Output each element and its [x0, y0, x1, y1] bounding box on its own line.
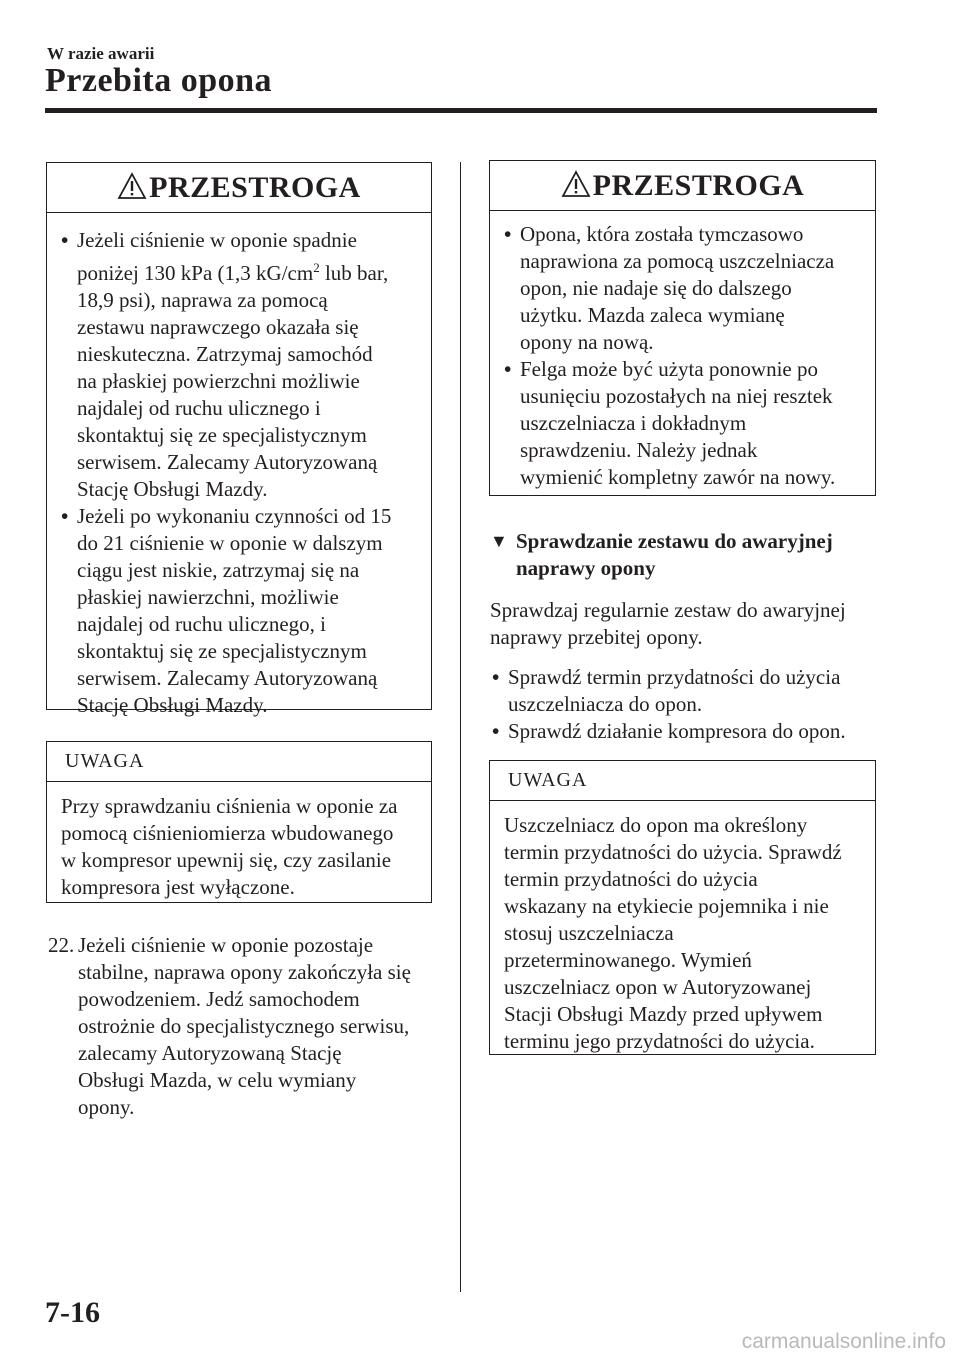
bullet-icon: • [61, 504, 69, 528]
warning-triangle-icon [561, 170, 591, 198]
caution-item [61, 227, 417, 503]
bullet-icon: • [492, 719, 500, 743]
note-header [47, 742, 431, 782]
bullet-icon: • [504, 222, 512, 246]
caution-body [47, 213, 431, 729]
bullet-icon: • [504, 357, 512, 381]
page-title: Przebita opona [45, 62, 273, 99]
bullet-icon: • [61, 228, 69, 252]
caution-body [490, 211, 875, 501]
caution-item [504, 356, 861, 491]
step-22 [48, 932, 448, 1121]
body-paragraph: Sprawdzaj regularnie zestaw do awaryjnej naprawy przebitej opony. [490, 598, 846, 649]
list-item-text: Sprawdź termin przydatności do użycia uszczelniacza do opon. [508, 665, 841, 716]
subheading [490, 528, 875, 582]
note-header [490, 761, 875, 801]
caution-item-text: Opona, która została tymczasowo naprawiona za pomocą uszczelniacza opon, nie nadaje się do dalszego użytku. Mazda zaleca wymianę opony na nową. [520, 222, 835, 354]
caution-item-text: Jeżeli ciśnienie w oponie spadnie poniżej 130 kPa (1,3 $kG/cm^2$ lub bar, 18,9 psi), naprawa za pomocą zestawu naprawczego okazała się nieskuteczna. Zatrzymaj samochód na płaskiej powierzchni możliwie najdalej od ruchu ulicznego i skontaktuj się ze specjalistycznym serwisem. Zalecamy Autoryzowaną Stację Obsługi Mazdy. [77, 228, 389, 501]
triangle-down-icon: ▼ [490, 531, 508, 551]
caution-title: PRZESTROGA [149, 170, 361, 204]
column-divider [460, 162, 461, 1292]
title-rule [45, 108, 877, 113]
caution-item [504, 221, 861, 356]
note-box-right [489, 760, 876, 1055]
subheading-text: Sprawdzanie zestawu do awaryjnej naprawy opony [516, 529, 833, 580]
caution-title: PRZESTROGA [592, 168, 805, 202]
warning-triangle-icon [117, 172, 147, 200]
caution-header [47, 163, 431, 213]
note-text: Przy sprawdzaniu ciśnienia w oponie za pomocą ciśnieniomierza wbudowanego w kompresor upewnij się, czy zasilanie kompresora jest wyłączone. [61, 794, 398, 899]
step-text: Jeżeli ciśnienie w oponie pozostaje stabilne, naprawa opony zakończyła się powodzeniem. Jedź samochodem ostrożnie do specjalistycznego serwisu, zalecamy Autoryzowaną Stację Obsługi Mazda, w celu wymiany opony. [78, 933, 411, 1119]
list-item [492, 718, 877, 745]
note-title: UWAGA [65, 750, 145, 772]
list-item-text: Sprawdź działanie kompresora do opon. [508, 719, 846, 743]
caution-item [61, 503, 417, 719]
section-label: W razie awarii [47, 44, 155, 63]
note-box-left [46, 741, 432, 903]
watermark: carmanualsonline.info [741, 1330, 946, 1353]
check-list [492, 664, 877, 745]
page-number: 7-16 [45, 1296, 100, 1329]
note-text: Uszczelniacz do opon ma określony termin przydatności do użycia. Sprawdź termin przydatności do użycia wskazany na etykiecie pojemnika i nie stosuj uszczelniacza przeterminowanego. Wymień uszczelniacz opon w Autoryzowanej Stacji Obsługi Mazdy przed upływem terminu jego przydatności do użycia. [504, 813, 842, 1053]
caution-header [490, 161, 875, 211]
bullet-icon: • [492, 665, 500, 689]
caution-box-left [46, 162, 432, 717]
list-item [492, 664, 877, 718]
caution-box-right [489, 160, 876, 496]
caution-item-text: Jeżeli po wykonaniu czynności od 15 do 21 ciśnienie w oponie w dalszym ciągu jest niskie, zatrzymaj się na płaskiej nawierzchni, możliwie najdalej od ruchu ulicznego, i skontaktuj się ze specjalistycznym serwisem. Zalecamy Autoryzowaną Stację Obsługi Mazdy. [77, 504, 392, 717]
caution-item-text: Felga może być użyta ponownie po usunięciu pozostałych na niej resztek uszczelniacza i dokładnym sprawdzeniu. Należy jednak wymienić kompletny zawór na nowy. [520, 357, 836, 489]
step-number: 22. [48, 933, 75, 957]
note-title: UWAGA [508, 769, 588, 791]
